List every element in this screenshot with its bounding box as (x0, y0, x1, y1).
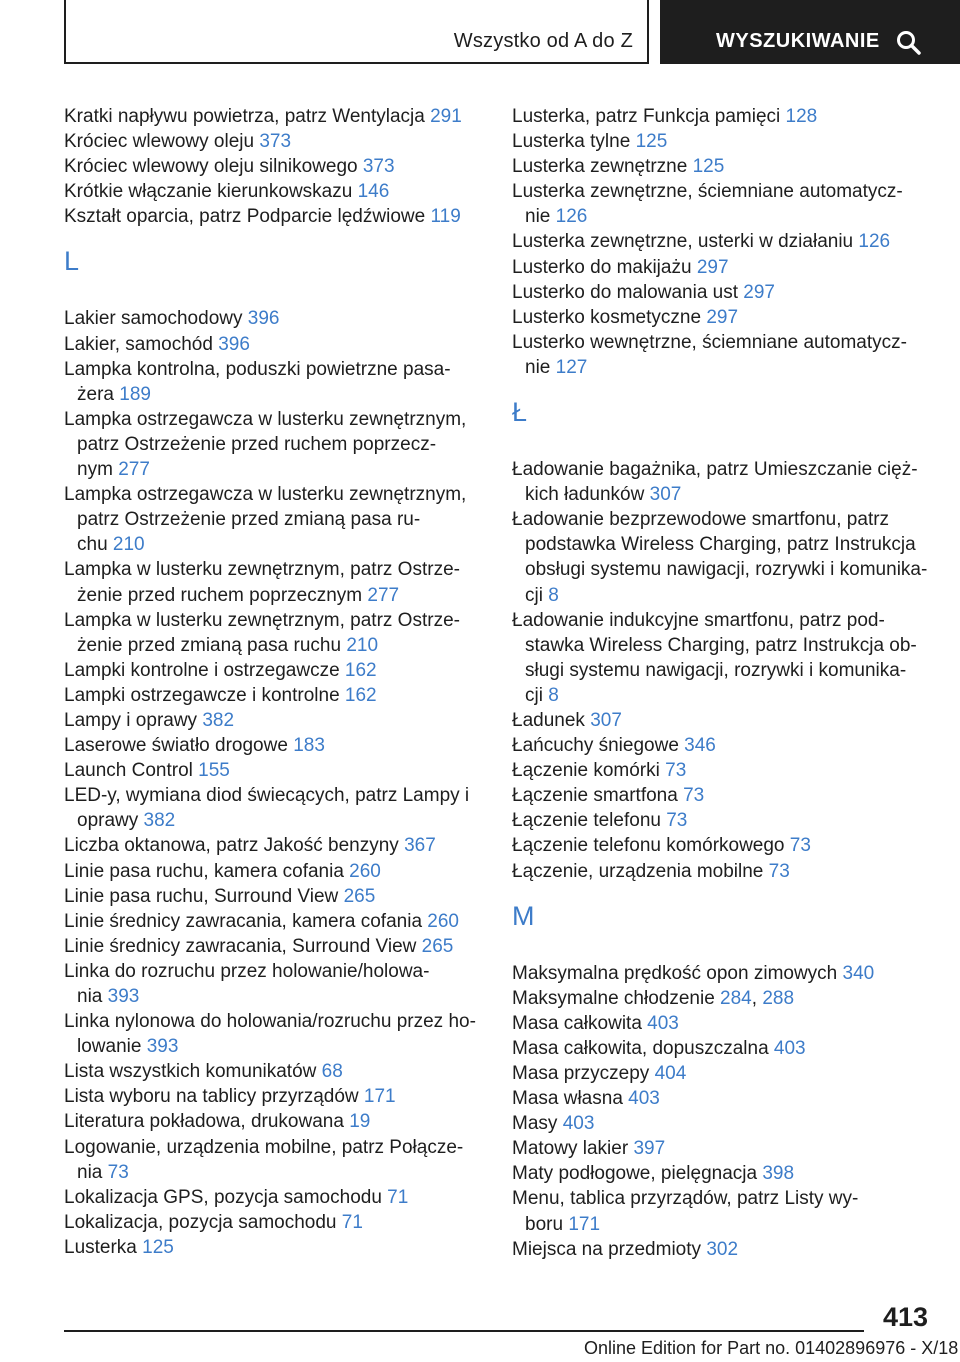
index-entry-text: Łączenie telefonu komórkowego (512, 835, 785, 857)
index-entry-text: Maksymalne chłodzenie (512, 987, 715, 1009)
index-entry (512, 1237, 932, 1262)
index-entry (64, 154, 484, 179)
page-link[interactable]: 297 (696, 256, 729, 278)
index-entry-text: Miejsca na przedmioty (512, 1238, 702, 1260)
page-link[interactable]: 73 (666, 810, 688, 832)
page-link[interactable]: 126 (858, 231, 891, 253)
index-entry-text: Lokalizacja, pozycja samochodu (64, 1211, 337, 1233)
index-entry (512, 1186, 932, 1236)
index-entry-text: Linie pasa ruchu, kamera cofania (64, 860, 344, 882)
page-link[interactable]: 373 (362, 156, 395, 178)
footer-rule (64, 1330, 864, 1332)
index-entry (512, 708, 932, 733)
index-entry-text: LED-y, wymiana diod świecących, patrz Lampy i oprawy (64, 785, 470, 832)
index-entry-text: Lakier, samochód (64, 333, 213, 355)
page-link[interactable]: 277 (367, 584, 400, 606)
index-section-letter: L (64, 246, 80, 277)
index-entry (64, 884, 484, 909)
index-column-left (64, 104, 484, 1260)
index-entry (512, 758, 932, 783)
page-number: 413 (882, 1302, 928, 1332)
page-link[interactable]: 277 (118, 459, 150, 481)
index-entry (512, 129, 932, 154)
index-entry-text: Lusterka zewnętrzne (512, 156, 688, 178)
index-entry (64, 1109, 484, 1134)
page-link[interactable]: 183 (293, 735, 325, 757)
page-link[interactable]: 297 (706, 306, 739, 328)
index-entry-text: Lusterko kosmetyczne (512, 306, 702, 328)
index-entry (64, 1009, 484, 1059)
page-link[interactable]: 340 (842, 962, 875, 984)
page-link[interactable]: 210 (112, 534, 145, 556)
index-entry-text: Logowanie, urządzenia mobilne, patrz Połącze- nia (64, 1136, 464, 1183)
index-entry-text: Łańcuchy śniegowe (512, 735, 679, 757)
index-entry (512, 1111, 932, 1136)
index-entry (512, 179, 932, 229)
page-link[interactable]: 396 (247, 308, 280, 330)
page-link[interactable]: 265 (421, 935, 454, 957)
index-entry-text: Łączenie telefonu (512, 810, 661, 832)
index-entry (64, 708, 484, 733)
index-entry-text: Menu, tablica przyrządów, patrz Listy wy- boru (512, 1188, 859, 1235)
index-entry (512, 1011, 932, 1036)
index-entry-text: Lampki ostrzegawcze i kontrolne (64, 684, 340, 706)
page-link[interactable]: 393 (146, 1036, 179, 1058)
page-link[interactable]: 403 (562, 1113, 595, 1135)
index-entry (64, 1185, 484, 1210)
page-link[interactable]: 291 (430, 106, 462, 127)
page-link[interactable]: 128 (785, 106, 818, 127)
page-link[interactable]: 171 (568, 1213, 601, 1235)
index-column-right (512, 104, 932, 1262)
index-entry-text: Łączenie komórki (512, 760, 660, 782)
index-entry-text: Lusterka (64, 1236, 137, 1258)
page-link[interactable]: 162 (344, 659, 377, 681)
index-entry (64, 306, 484, 331)
index-entry-text: Lokalizacja GPS, pozycja samochodu (64, 1186, 382, 1208)
page-link[interactable]: 346 (684, 735, 716, 757)
index-entry-text: Ładowanie bagażnika, patrz Umieszczanie cięż- kich ładunków (512, 459, 918, 506)
index-entry-text: Linie pasa ruchu, Surround View (64, 885, 339, 907)
index-entry (64, 683, 484, 708)
index-entry-text: Linka nylonowa do holowania/rozruchu przez ho- lowanie (64, 1011, 476, 1058)
page-link[interactable]: 382 (202, 709, 235, 731)
index-entry-text: Lista wszystkich komunikatów (64, 1061, 317, 1083)
page-link[interactable]: 265 (343, 885, 376, 907)
index-entry-text: Króciec wlewowy oleju (64, 131, 255, 153)
index-entry-text: Matowy lakier (512, 1138, 629, 1160)
index-entry (512, 305, 932, 330)
index-entry-text: Ładowanie indukcyjne smartfonu, patrz pod- stawka Wireless Charging, patrz Instrukcja ob- sługi systemu nawigacji, rozrywki i komunika- cji (512, 609, 917, 706)
index-entry-text: Ładunek (512, 709, 585, 731)
index-entry-text: Masa całkowita, dopuszczalna (512, 1037, 769, 1059)
index-entry (512, 1036, 932, 1061)
index-entry (64, 608, 484, 658)
index-entry-text: Kratki napływu powietrza, patrz Wentylacja (64, 106, 425, 127)
index-entry-text: Masa przyczepy (512, 1063, 650, 1084)
index-entry (512, 255, 932, 280)
page-link[interactable]: 397 (633, 1138, 666, 1160)
index-entry (512, 229, 932, 254)
index-entry-text: Linka do rozruchu przez holowanie/holowa- nia (64, 960, 430, 1007)
page-link[interactable]: 288 (762, 987, 795, 1009)
index-entry (64, 1235, 484, 1260)
index-entry-text: Krótkie włączanie kierunkowskazu (64, 181, 353, 203)
index-entry-text: Linie średnicy zawracania, Surround View (64, 935, 417, 957)
page-link[interactable]: 404 (654, 1063, 687, 1084)
index-entry-text: Lusterko wewnętrzne, ściemniane automatycz- nie (512, 331, 907, 378)
index-entry-text: Lampka kontrolna, poduszki powietrzne pasa- żera (64, 358, 451, 405)
page-link[interactable]: 297 (743, 281, 775, 303)
page-link[interactable]: 146 (357, 181, 390, 203)
index-entry (64, 1059, 484, 1084)
index-entry (64, 1084, 484, 1109)
index-entry (64, 179, 484, 204)
index-entry (512, 457, 932, 507)
page-link[interactable]: 398 (762, 1163, 795, 1185)
index-entry (512, 961, 932, 986)
index-entry (64, 909, 484, 934)
page-link[interactable]: 126 (555, 206, 588, 228)
page-link[interactable]: 307 (649, 484, 682, 506)
index-entry-text: Łączenie, urządzenia mobilne (512, 860, 764, 882)
tab-search-label: WYSZUKIWANIE (716, 30, 880, 52)
index-entry-text: Lusterko do makijażu (512, 256, 692, 278)
page-link[interactable]: 403 (628, 1088, 660, 1110)
index-entry-text: Łączenie smartfona (512, 785, 678, 807)
index-entry-text: Liczba oktanowa, patrz Jakość benzyny (64, 835, 399, 857)
index-entry-text: Lampy i oprawy (64, 709, 198, 731)
index-entry (64, 959, 484, 1009)
index-entry (64, 934, 484, 959)
index-entry (64, 758, 484, 783)
page-link[interactable]: 127 (555, 356, 588, 378)
index-entry (64, 557, 484, 607)
index-entry (512, 859, 932, 884)
index-entry-text: Lampka ostrzegawcza w lusterku zewnętrznym, patrz Ostrzeżenie przed zmianą pasa ru- chu (64, 484, 467, 556)
index-entry-text: Kształt oparcia, patrz Podparcie lędźwiowe (64, 206, 426, 228)
index-entry (64, 658, 484, 683)
tab-search[interactable] (660, 0, 960, 64)
index-entry (64, 407, 484, 482)
index-entry (512, 808, 932, 833)
index-section-letter: M (512, 900, 535, 931)
index-entry-text: Masy (512, 1113, 558, 1135)
index-entry (64, 332, 484, 357)
index-entry-text: Linie średnicy zawracania, kamera cofania (64, 910, 423, 932)
index-entry (64, 357, 484, 407)
page-link[interactable]: 125 (692, 156, 725, 178)
page-link[interactable]: 125 (635, 131, 668, 153)
index-entry-text: Masa własna (512, 1088, 623, 1110)
page-link[interactable]: 171 (363, 1086, 396, 1108)
index-entry-text: Lusterko do malowania ust (512, 281, 739, 303)
index-entry (64, 859, 484, 884)
index-entry-text: Ładowanie bezprzewodowe smartfonu, patrz podstawka Wireless Charging, patrz Instrukcja obsługi systemu nawigacji, rozrywki i komunika- cji (512, 509, 928, 606)
search-icon (896, 30, 922, 56)
page-link[interactable]: 73 (789, 835, 811, 857)
index-entry-text: Lista wyboru na tablicy przyrządów (64, 1086, 359, 1108)
page-link[interactable]: 68 (321, 1061, 343, 1083)
index-entry (512, 783, 932, 808)
page-link[interactable]: 189 (119, 383, 151, 405)
page-link[interactable]: 284 (720, 987, 752, 1009)
page-link[interactable]: 382 (143, 810, 176, 832)
index-entry-text: Maty podłogowe, pielęgnacja (512, 1163, 758, 1185)
index-entry (512, 280, 932, 305)
index-entry-text: Lampka ostrzegawcza w lusterku zewnętrznym, patrz Ostrzeżenie przed ruchem poprzecz- nym (64, 408, 467, 481)
page-link[interactable]: 71 (341, 1211, 363, 1233)
index-entry-text: Lusterka zewnętrzne, ściemniane automatycz- nie (512, 181, 903, 228)
index-entry (512, 733, 932, 758)
index-entry (64, 204, 484, 229)
index-entry (512, 104, 932, 129)
index-entry (512, 507, 932, 607)
page-link[interactable]: 73 (683, 785, 705, 807)
page-link[interactable]: 393 (107, 986, 140, 1007)
page-link[interactable]: 367 (404, 835, 436, 857)
index-entry (512, 833, 932, 858)
edition-footer: Online Edition for Part no. 01402896976 - X/18 (584, 1338, 959, 1358)
index-entry-text: Lusterka tylne (512, 131, 631, 153)
index-entry-text: Masa całkowita (512, 1012, 642, 1034)
page-link[interactable]: 8 (548, 584, 559, 606)
page-link[interactable]: 260 (427, 910, 459, 932)
index-entry (512, 1086, 932, 1111)
index-entry-text: Maksymalna prędkość opon zimowych (512, 962, 838, 984)
page-link[interactable]: 73 (665, 760, 687, 782)
index-entry (64, 104, 484, 129)
page-link[interactable]: 302 (706, 1238, 739, 1260)
page-link[interactable]: 119 (430, 206, 461, 228)
index-entry (64, 1135, 484, 1185)
page-link[interactable]: 71 (387, 1186, 409, 1208)
page-link[interactable]: 19 (349, 1111, 371, 1133)
index-entry-text: Lampka w lusterku zewnętrznym, patrz Ostrze- żenie przed ruchem poprzecznym (64, 559, 460, 606)
index-entry (512, 1061, 932, 1086)
index-entry (512, 1161, 932, 1186)
index-entry-text: Lusterka, patrz Funkcja pamięci (512, 106, 781, 127)
tab-a-to-z-label: Wszystko od A do Z (453, 30, 633, 52)
index-entry (64, 1210, 484, 1235)
page-link[interactable]: 403 (773, 1037, 806, 1059)
page-link[interactable]: 307 (590, 709, 622, 731)
page-link[interactable]: 73 (107, 1161, 129, 1183)
page-link[interactable]: 260 (349, 860, 381, 882)
index-entry (64, 833, 484, 858)
index-entry (512, 1136, 932, 1161)
page-link[interactable]: 8 (548, 684, 559, 706)
index-entry-text: Literatura pokładowa, drukowana (64, 1111, 344, 1133)
index-entry-text: Lakier samochodowy (64, 308, 243, 330)
index-entry-text: Lampka w lusterku zewnętrznym, patrz Ostrze- żenie przed zmianą pasa ruchu (64, 609, 460, 656)
index-entry (512, 154, 932, 179)
index-entry (64, 482, 484, 557)
page-link[interactable]: 403 (647, 1012, 679, 1034)
index-entry (64, 129, 484, 154)
index-entry-text: Lampki kontrolne i ostrzegawcze (64, 659, 340, 681)
page-link[interactable]: 396 (218, 333, 250, 355)
page-link[interactable]: 73 (768, 860, 790, 882)
index-entry (512, 608, 932, 708)
page-link[interactable]: 155 (198, 760, 230, 782)
tab-a-to-z[interactable] (64, 0, 649, 64)
index-entry (64, 733, 484, 758)
index-section-letter: Ł (512, 397, 528, 428)
index-entry-text: Launch Control (64, 760, 193, 782)
page-link[interactable]: 210 (346, 634, 379, 656)
index-entry (512, 330, 932, 380)
index-entry-text: Laserowe światło drogowe (64, 735, 288, 757)
index-entry (64, 783, 484, 833)
index-entry: Maksymalne chłodzenie 284, 288 (512, 987, 795, 1009)
page-link[interactable]: 373 (259, 131, 292, 153)
index-entry-text: Króciec wlewowy oleju silnikowego (64, 156, 358, 178)
page-link[interactable]: 125 (142, 1236, 174, 1258)
index-entry-text: Lusterka zewnętrzne, usterki w działaniu (512, 231, 854, 253)
page-link[interactable]: 162 (344, 684, 377, 706)
